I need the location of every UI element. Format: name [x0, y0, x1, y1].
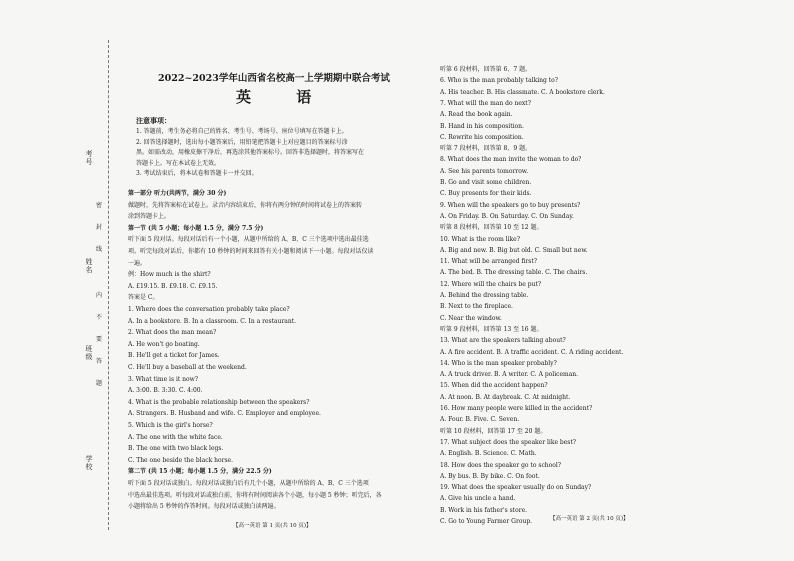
text-line: 19. What does the speaker usually do on Sunday? [440, 484, 592, 492]
text-line: A. Give his uncle a hand. [440, 495, 516, 503]
text-line: 5. Which is the girl's horse? [128, 422, 213, 429]
text-line: 16. How many people were killed in the accident? [440, 405, 593, 412]
text-line: 一遍。 [128, 259, 147, 267]
text-line: B. Next to the fireplace. [440, 303, 513, 311]
text-line: A. By bus. B. By bike. C. On foot. [440, 472, 540, 480]
binding-dashed-line [108, 40, 109, 530]
text-line: 听第 8 段材料，回答第 10 至 12 题。 [440, 224, 543, 232]
binding-label-class: 班级 [85, 345, 93, 361]
seal-char: 题 [96, 380, 103, 387]
text-line: A. The one with the white face. [128, 433, 223, 441]
text-line: 3. 考试结束后，将本试卷和答题卡一并交回。 [136, 170, 258, 177]
text-line: A. A truck driver. B. A writer. C. A policeman. [440, 371, 579, 379]
seal-char: 内 [96, 292, 103, 299]
binding-label-name: 姓名 [85, 258, 93, 274]
text-line: 做题时，先将答案标在试卷上。录音内容结束后，你将有两分钟的时间将试卷上的答案转 [128, 201, 363, 209]
text-line: A. At noon. B. At daybreak. C. At midnight. [440, 393, 571, 401]
text-line: C. The one beside the black horse. [128, 456, 233, 464]
binding-label-school: 学校 [85, 455, 93, 471]
text-line: 答案是 C。 [128, 294, 159, 302]
text-line: 17. What subject does the speaker like best? [440, 438, 577, 446]
page-footer-2: 【高一英语 第 2 页(共 10 页)】 [550, 516, 629, 522]
text-line: 第一节 (共 5 小题；每小题 1.5 分，满分 7.5 分) [128, 224, 264, 232]
text-line: C. He'll buy a baseball at the weekend. [128, 364, 247, 371]
seal-char: 线 [96, 246, 103, 253]
text-line: B. Go and visit some children. [440, 179, 532, 186]
text-line: A. He won't go boating. [128, 340, 200, 348]
text-line: A. Four. B. Five. C. Seven. [440, 416, 520, 424]
text-line: A. £19.15. B. £9.18. C. £9.15. [128, 282, 218, 290]
text-line: 12. Where will the chairs be put? [440, 280, 542, 288]
text-line: A. On Friday. B. On Saturday. C. On Sunday. [440, 212, 574, 220]
text-line: 6. Who is the man probably talking to? [440, 77, 558, 85]
text-line: A. His teacher. B. His classmate. C. A bookstore clerk. [440, 88, 605, 96]
text-line: A. Behind the dressing table. [440, 292, 529, 299]
text-line: 9. When will the speakers go to buy presents? [440, 201, 581, 209]
text-line: 黑。如需改动，用橡皮擦干净后，再选涂其他答案标号。回答非选择题时，将答案写在 [136, 149, 365, 156]
text-line: 小题将给出 5 秒钟的作答时间。每段对话或独白读两遍。 [128, 503, 280, 511]
text-line: A. In a bookstore. B. In a classroom. C. In a restaurant. [128, 317, 297, 325]
notes-heading: 注意事项： [136, 116, 171, 125]
seal-char: 答 [96, 358, 103, 365]
exam-title: 2022~2023学年山西省名校高一上学期期中联合考试 [158, 73, 390, 84]
text-line: B. He'll get a ticket for James. [128, 352, 220, 360]
text-line: 8. What does the man invite the woman to do? [440, 156, 582, 164]
seal-char: 要 [96, 336, 103, 343]
text-line: 2. What does the man mean? [128, 329, 217, 337]
text-line: A. Strangers. B. Husband and wife. C. Employer and employee. [128, 410, 321, 418]
text-line: 听第 7 段材料，回答第 8、9 题。 [440, 145, 532, 153]
text-line: 涂到答题卡上。 [128, 213, 171, 221]
text-line: A. 3:00. B. 3:30. C. 4:00. [128, 387, 203, 395]
text-line: 例：How much is the shirt? [128, 271, 211, 279]
text-line: 2. 回答选择题时，选出每小题答案后，用铅笔把答题卡上对应题目的答案标号涂 [136, 138, 348, 146]
text-line: B. Hand in his composition. [440, 122, 524, 130]
text-line: B. Work in his father's store. [440, 506, 528, 514]
subject-title: 英 语 [236, 88, 332, 106]
text-line: A. Read the book again. [440, 111, 513, 119]
text-line: 第一部分 听力(共两节，满分 30 分) [128, 190, 227, 197]
text-line: 听第 6 段材料，回答第 6、7 题。 [440, 66, 532, 73]
text-line: 第二节 (共 15 小题；每小题 1.5 分，满分 22.5 分) [128, 468, 272, 476]
text-line: B. The one with two black legs. [128, 445, 224, 453]
text-line: 1. Where does the conversation probably take place? [128, 306, 290, 313]
text-line: 3. What time is it now? [128, 375, 199, 383]
text-line: 18. How does the speaker go to school? [440, 461, 562, 469]
text-line: 10. What is the room like? [440, 235, 520, 243]
text-line: A. Big and new. B. Big but old. C. Small but new. [440, 246, 588, 254]
seal-char: 不 [96, 314, 103, 321]
text-line: 听下面 5 段对话或独白。每段对话或独白后有几个小题，从题中所给的 A、B、C 三个选项 [128, 480, 369, 487]
text-line: 13. What are the speakers talking about? [440, 337, 566, 345]
text-line: 中选出最佳选项。听每段对话或独白前，你将有时间阅读各个小题，每小题 5 秒钟；听完后，各 [128, 491, 382, 499]
text-line: 14. Who is the man speaker probably? [440, 359, 557, 367]
text-line: A. The bed. B. The dressing table. C. The chairs. [440, 269, 588, 277]
seal-char: 封 [96, 224, 103, 231]
text-line: 11. What will be arranged first? [440, 258, 537, 266]
text-line: A. See his parents tomorrow. [440, 167, 529, 175]
text-line: 项。听完每段对话后，你都有 10 秒钟的时间来回答有关小题和阅读下一小题。每段对话仅读 [128, 248, 374, 255]
binding-label-exam-number: 考号 [85, 150, 93, 166]
text-line: 4. What is the probable relationship between the speakers? [128, 398, 310, 406]
text-line: 15. When did the accident happen? [440, 382, 548, 390]
text-line: C. Go to Young Farmer Group. [440, 518, 533, 525]
seal-char: 密 [96, 202, 103, 209]
text-line: C. Rewrite his composition. [440, 133, 524, 141]
text-line: 1. 答题前，考生务必将自己的姓名、考生号、考场号、座位号填写在答题卡上。 [136, 128, 348, 135]
text-line: C. Near the window. [440, 314, 502, 322]
text-line: A. A fire accident. B. A traffic accident. C. A riding accident. [440, 348, 624, 356]
text-line: 听第 10 段材料，回答第 17 至 20 题。 [440, 427, 547, 435]
text-line: 听下面 5 段对话。每段对话后有一个小题，从题中所给的 A、B、C 三个选项中选出最佳选 [128, 236, 369, 244]
text-line: 听第 9 段材料，回答第 13 至 16 题。 [440, 325, 543, 333]
text-line: 7. What will the man do next? [440, 99, 531, 107]
text-line: 答题卡上。写在本试卷上无效。 [136, 159, 221, 167]
page-footer-1: 【高一英语 第 1 页(共 10 页)】 [233, 523, 312, 529]
text-line: A. English. B. Science. C. Math. [440, 450, 537, 458]
text-line: C. Buy presents for their kids. [440, 190, 532, 198]
